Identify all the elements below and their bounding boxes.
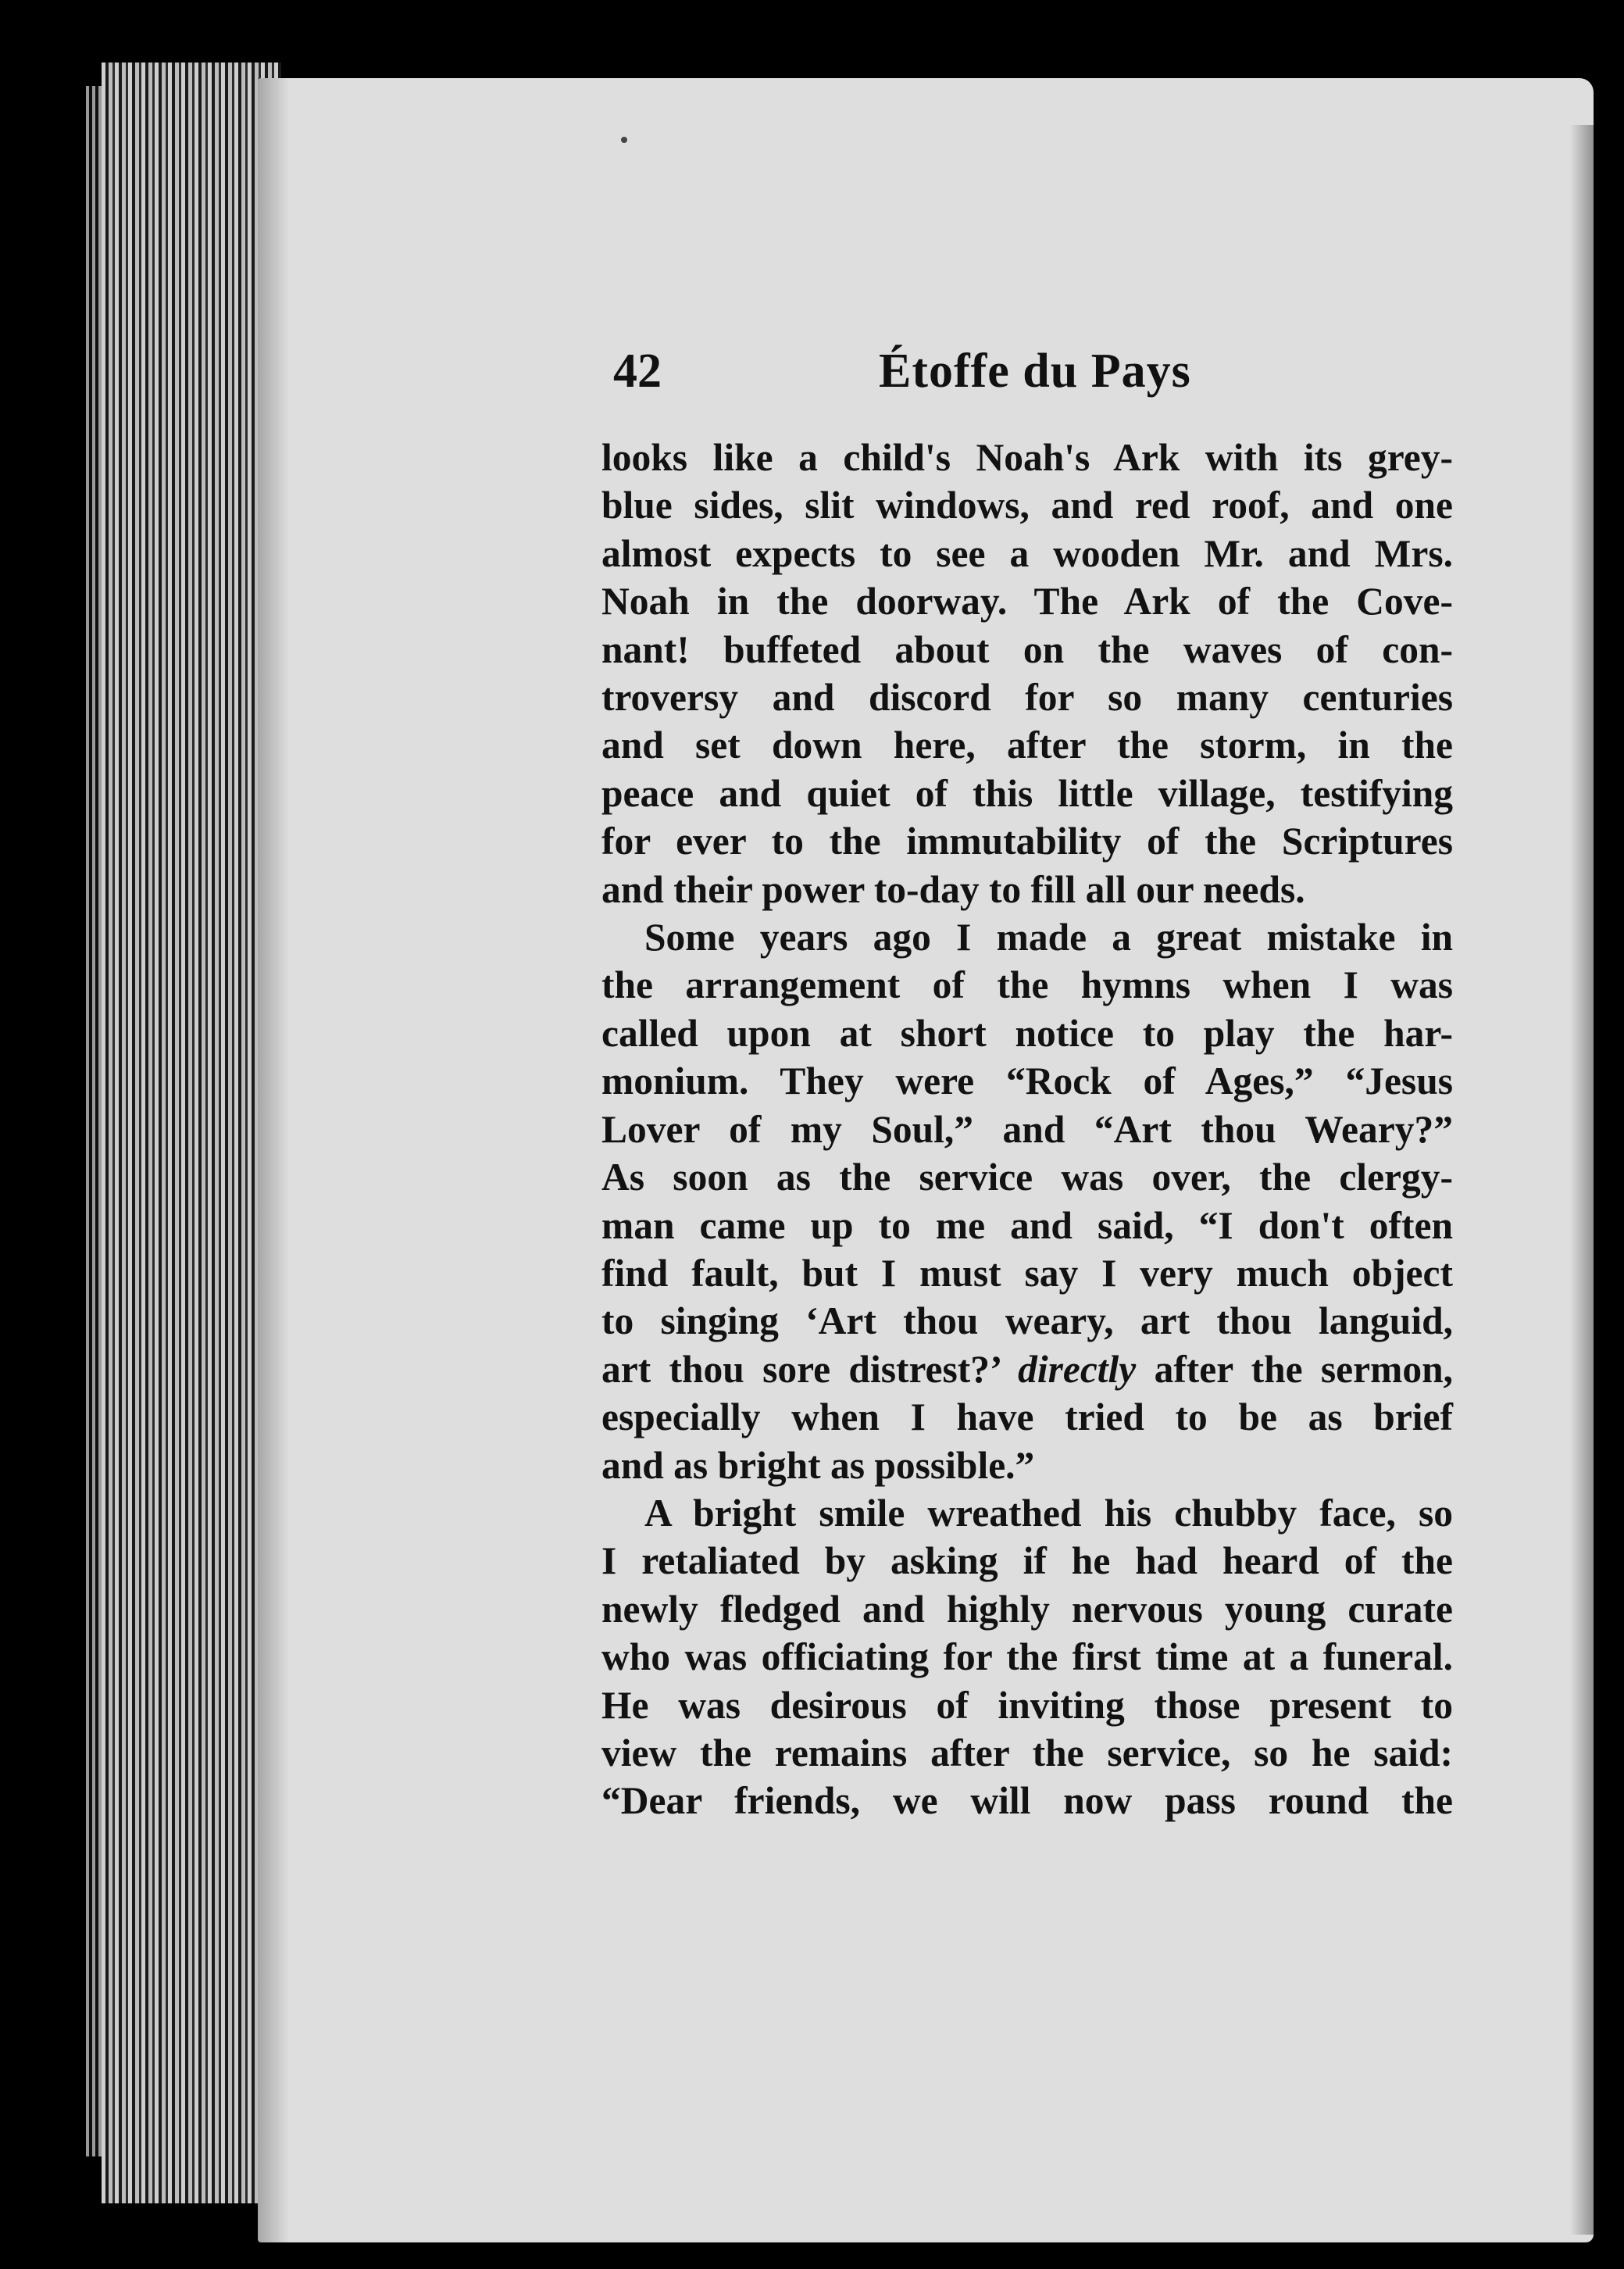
text-line: troversy and discord for so many centuries: [601, 676, 1453, 720]
text-line: monium. They were “Rock of Ages,” “Jesus: [601, 1059, 1453, 1103]
text-line: and set down here, after the storm, in the: [601, 724, 1453, 767]
text-line: the arrangement of the hymns when I was: [601, 963, 1453, 1007]
text-line: and their power to-day to fill all our needs.: [601, 867, 1305, 911]
text-line: A bright smile wreathed his chubby face, so: [644, 1491, 1453, 1535]
page-number: 42: [613, 345, 662, 398]
text-line: looks like a child's Noah's Ark with its grey-: [601, 436, 1453, 479]
text-line: nant! buffeted about on the waves of con-: [601, 627, 1453, 671]
text-line: who was officiating for the first time at a funeral.: [601, 1635, 1453, 1679]
text-line: and as bright as possible.”: [601, 1443, 1035, 1487]
page-header: [613, 344, 1449, 430]
book-page-edges: [102, 63, 281, 2203]
text-line: I retaliated by asking if he had heard of the: [601, 1539, 1453, 1583]
speck: [621, 137, 627, 143]
paragraph-1: [601, 434, 1453, 913]
spine-shadow: [258, 78, 289, 2242]
text-line: man came up to me and said, “I don't often: [601, 1203, 1453, 1247]
text-line: He was desirous of inviting those present to: [601, 1683, 1453, 1727]
text-line: Noah in the doorway. The Ark of the Cove-: [601, 580, 1453, 624]
text-line: Lover of my Soul,” and “Art thou Weary?”: [601, 1107, 1453, 1151]
text-line: view the remains after the service, so he said:: [601, 1731, 1453, 1774]
text-line: to singing ‘Art thou weary, art thou languid,: [601, 1299, 1453, 1343]
text-line: almost expects to see a wooden Mr. and Mrs.: [601, 531, 1453, 575]
running-title: Étoffe du Pays: [879, 345, 1191, 398]
text-line: called upon at short notice to play the har-: [601, 1011, 1453, 1055]
text-line: peace and quiet of this little village, testifying: [601, 771, 1453, 815]
text-line: for ever to the immutability of the Scriptures: [601, 820, 1453, 863]
text-line: newly fledged and highly nervous young curate: [601, 1587, 1453, 1631]
text-line: find fault, but I must say I very much object: [601, 1251, 1453, 1295]
text-line: Some years ago I made a great mistake in: [644, 916, 1453, 959]
text-line: [601, 1345, 1453, 1393]
paragraph-2: [601, 913, 1453, 1489]
page-edge-shadow: [1570, 125, 1594, 2235]
text-line: “Dear friends, we will now pass round the: [601, 1779, 1453, 1823]
body-text: [601, 434, 1453, 1825]
text-segment: art thou sore distrest?’: [601, 1347, 1019, 1391]
text-line: especially when I have tried to be as brief: [601, 1395, 1453, 1439]
text-line: blue sides, slit windows, and red roof, and one: [601, 484, 1453, 527]
text-segment: after the sermon,: [1136, 1347, 1453, 1391]
text-line: As soon as the service was over, the clergy-: [601, 1156, 1453, 1199]
emphasis-directly: directly: [1018, 1347, 1137, 1391]
paragraph-3: [601, 1489, 1453, 1825]
